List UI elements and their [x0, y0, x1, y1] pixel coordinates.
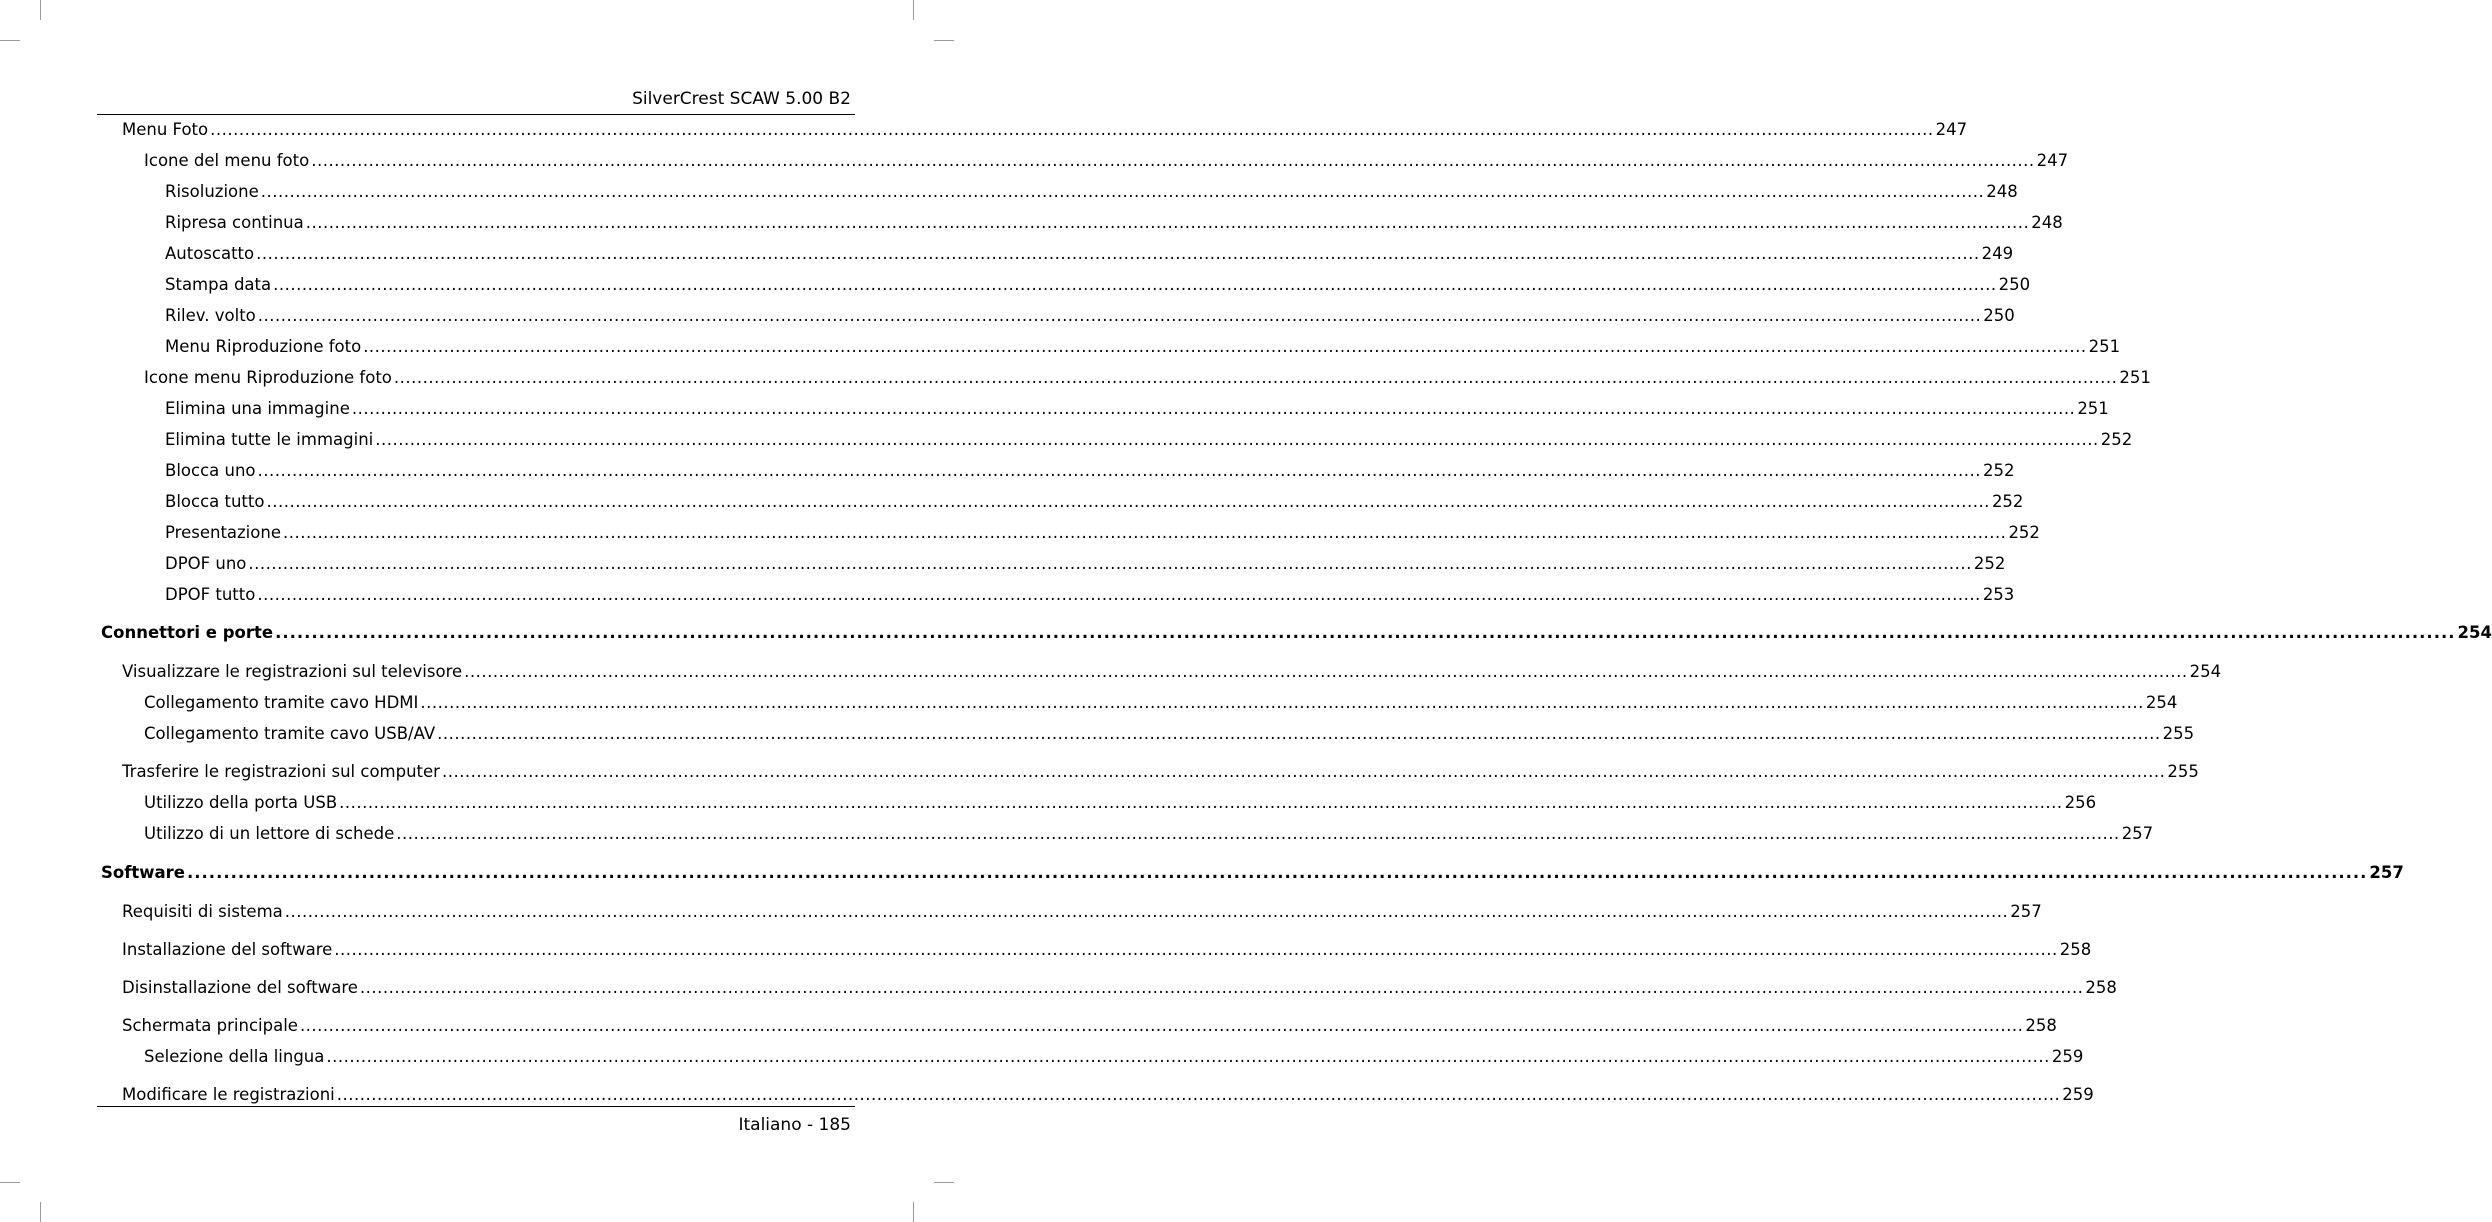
toc-entry-page: 247: [1935, 120, 1968, 139]
toc-entry-page: 257: [2369, 863, 2404, 882]
toc-entry-page: 251: [2119, 368, 2151, 387]
toc-entry-label: Disinstallazione del software: [122, 978, 358, 997]
toc-entry-label: Icone del menu foto: [144, 151, 310, 170]
toc-dot-leader: ............................................................................................................................................................................................................................................................................................................: [256, 244, 1980, 263]
toc-dot-leader: ............................................................................................................................................................................................................................................................................................................: [441, 762, 2166, 781]
toc-entry: [165, 521, 2040, 545]
toc-entry-label: Blocca uno: [165, 461, 256, 480]
toc-entry-page: 248: [2031, 213, 2063, 232]
toc-entry-page: 249: [1981, 244, 2014, 263]
toc-entry-page: 258: [2085, 978, 2117, 997]
toc-dot-leader: ............................................................................................................................................................................................................................................................................................................: [396, 824, 2120, 843]
toc-entry-label: Requisiti di sistema: [122, 902, 283, 921]
toc-entry: [144, 722, 2195, 746]
toc-dot-leader: ............................................................................................................................................................................................................................................................................................................: [282, 523, 2007, 542]
toc-entry-label: Ripresa continua: [165, 213, 304, 232]
toc-entry: [122, 900, 2042, 924]
toc-dot-leader: ............................................................................................................................................................................................................................................................................................................: [311, 151, 2035, 170]
toc-entry-label: Blocca tutto: [165, 492, 265, 511]
footer-rule: [97, 1106, 855, 1107]
toc-entry-label: Visualizzare le registrazioni sul televisore: [122, 662, 463, 681]
toc-entry-label: Selezione della lingua: [144, 1047, 325, 1066]
toc-entry: [165, 304, 2015, 328]
toc-dot-leader: ............................................................................................................................................................................................................................................................................................................: [351, 399, 2076, 418]
toc-dot-leader: ............................................................................................................................................................................................................................................................................................................: [363, 337, 2087, 356]
toc-dot-leader: ............................................................................................................................................................................................................................................................................................................: [257, 306, 1982, 325]
toc-entry-page: 254: [2145, 693, 2178, 712]
toc-dot-leader: ............................................................................................................................................................................................................................................................................................................: [334, 940, 2058, 959]
toc-entry-page: 251: [2088, 337, 2121, 356]
toc-entry-label: Collegamento tramite cavo USB/AV: [144, 724, 436, 743]
toc-entry: [144, 691, 2178, 715]
toc-entry-label: Elimina tutte le immagini: [165, 430, 374, 449]
toc-entry-page: 250: [1983, 306, 2015, 325]
toc-entry-label: Risoluzione: [165, 182, 259, 201]
page-header-title: SilverCrest SCAW 5.00 B2: [632, 89, 851, 109]
toc-dot-leader: ............................................................................................................................................................................................................................................................................................................: [375, 430, 2099, 449]
toc-dot-leader: ............................................................................................................................................................................................................................................................................................................: [284, 902, 2009, 921]
toc-dot-leader: ............................................................................................................................................................................................................................................................................................................: [275, 623, 2456, 642]
toc-entry-label: Autoscatto: [165, 244, 255, 263]
toc-entry-page: 252: [2100, 430, 2133, 449]
toc-entry: [165, 428, 2133, 452]
toc-entry-page: 252: [1982, 461, 2015, 480]
toc-entry: [165, 490, 2024, 514]
toc-dot-leader: ............................................................................................................................................................................................................................................................................................................: [336, 1085, 2061, 1104]
toc-entry-label: Schermata principale: [122, 1016, 298, 1035]
toc-entry-label: Trasferire le registrazioni sul computer: [122, 762, 440, 781]
toc-entry-page: 259: [2062, 1085, 2094, 1104]
toc-entry-page: 255: [2167, 762, 2199, 781]
toc-entry: [144, 149, 2069, 173]
toc-entry-label: Stampa data: [165, 275, 272, 294]
toc-entry-label: Collegamento tramite cavo HDMI: [144, 693, 419, 712]
toc-entry: [122, 1014, 2057, 1038]
toc-entry-label: Presentazione: [165, 523, 281, 542]
toc-dot-leader: ............................................................................................................................................................................................................................................................................................................: [257, 461, 1981, 480]
toc-entry-page: 252: [2008, 523, 2040, 542]
toc-dot-leader: ............................................................................................................................................................................................................................................................................................................: [464, 662, 2188, 681]
toc-dot-leader: ............................................................................................................................................................................................................................................................................................................: [299, 1016, 2024, 1035]
toc-entry: [122, 660, 2222, 684]
toc-entry-page: 251: [2077, 399, 2109, 418]
page-footer-label: Italiano - 185: [738, 1115, 851, 1135]
toc-entry-label: DPOF uno: [165, 554, 247, 573]
toc-dot-leader: ............................................................................................................................................................................................................................................................................................................: [305, 213, 2030, 232]
toc-entry-page: 255: [2162, 724, 2195, 743]
toc-entry-page: 252: [1973, 554, 2006, 573]
toc-dot-leader: ............................................................................................................................................................................................................................................................................................................: [210, 120, 1934, 139]
toc-entry: [165, 180, 2018, 204]
toc-entry: [122, 118, 1968, 142]
toc-entry-page: 258: [2059, 940, 2092, 959]
toc-entry-page: 257: [2121, 824, 2154, 843]
toc-dot-leader: ............................................................................................................................................................................................................................................................................................................: [339, 793, 2063, 812]
toc-dot-leader: ............................................................................................................................................................................................................................................................................................................: [248, 554, 1972, 573]
toc-entry: [165, 335, 2121, 359]
toc-entry-page: 259: [2051, 1047, 2084, 1066]
toc-entry-page: 254: [2189, 662, 2222, 681]
toc-entry: [165, 397, 2109, 421]
toc-entry-label: Menu Foto: [122, 120, 209, 139]
toc-entry: [122, 1083, 2094, 1107]
toc-entry-page: 254: [2457, 623, 2492, 642]
toc-entry-label: Menu Riproduzione foto: [165, 337, 362, 356]
toc-dot-leader: ............................................................................................................................................................................................................................................................................................................: [266, 492, 1990, 511]
toc-entry: [144, 791, 2097, 815]
toc-entry: [165, 211, 2063, 235]
toc-dot-leader: ............................................................................................................................................................................................................................................................................................................: [420, 693, 2144, 712]
toc-entry: [165, 583, 2015, 607]
toc-entry-page: 252: [1991, 492, 2024, 511]
toc-entry: [165, 459, 2015, 483]
toc-entry: [165, 273, 2031, 297]
toc-chapter: [101, 621, 2492, 645]
toc-entry-label: DPOF tutto: [165, 585, 256, 604]
toc-entry-page: 258: [2025, 1016, 2057, 1035]
toc-entry-page: 248: [1986, 182, 2018, 201]
toc-entry-page: 247: [2036, 151, 2069, 170]
toc-entry-page: 256: [2064, 793, 2097, 812]
toc-chapter: [101, 861, 2404, 885]
toc-entry: [144, 366, 2151, 390]
toc-dot-leader: ............................................................................................................................................................................................................................................................................................................: [359, 978, 2084, 997]
toc-entry-label: Modificare le registrazioni: [122, 1085, 335, 1104]
toc-entry-label: Utilizzo della porta USB: [144, 793, 338, 812]
toc-dot-leader: ............................................................................................................................................................................................................................................................................................................: [437, 724, 2161, 743]
toc-entry: [144, 1045, 2084, 1069]
toc-dot-leader: ............................................................................................................................................................................................................................................................................................................: [260, 182, 1985, 201]
toc-entry-label: Rilev. volto: [165, 306, 256, 325]
toc-entry-label: Icone menu Riproduzione foto: [144, 368, 392, 387]
toc-entry: [144, 822, 2154, 846]
toc-dot-leader: ............................................................................................................................................................................................................................................................................................................: [326, 1047, 2050, 1066]
toc-entry: [122, 976, 2117, 1000]
toc-entry: [122, 938, 2092, 962]
toc-entry-page: 253: [1982, 585, 2015, 604]
toc-dot-leader: ............................................................................................................................................................................................................................................................................................................: [273, 275, 1997, 294]
toc-entry-label: Connettori e porte: [101, 623, 274, 642]
toc-entry-page: 250: [1998, 275, 2031, 294]
toc-entry: [165, 552, 2006, 576]
toc-entry: [165, 242, 2014, 266]
toc-dot-leader: ............................................................................................................................................................................................................................................................................................................: [187, 863, 2368, 882]
toc-entry-label: Installazione del software: [122, 940, 333, 959]
toc-dot-leader: ............................................................................................................................................................................................................................................................................................................: [257, 585, 1981, 604]
toc-entry-label: Utilizzo di un lettore di schede: [144, 824, 395, 843]
toc-entry-page: 257: [2010, 902, 2042, 921]
toc-dot-leader: ............................................................................................................................................................................................................................................................................................................: [393, 368, 2118, 387]
toc-entry-label: Software: [101, 863, 185, 882]
toc-entry-label: Elimina una immagine: [165, 399, 350, 418]
toc-entry: [122, 760, 2199, 784]
